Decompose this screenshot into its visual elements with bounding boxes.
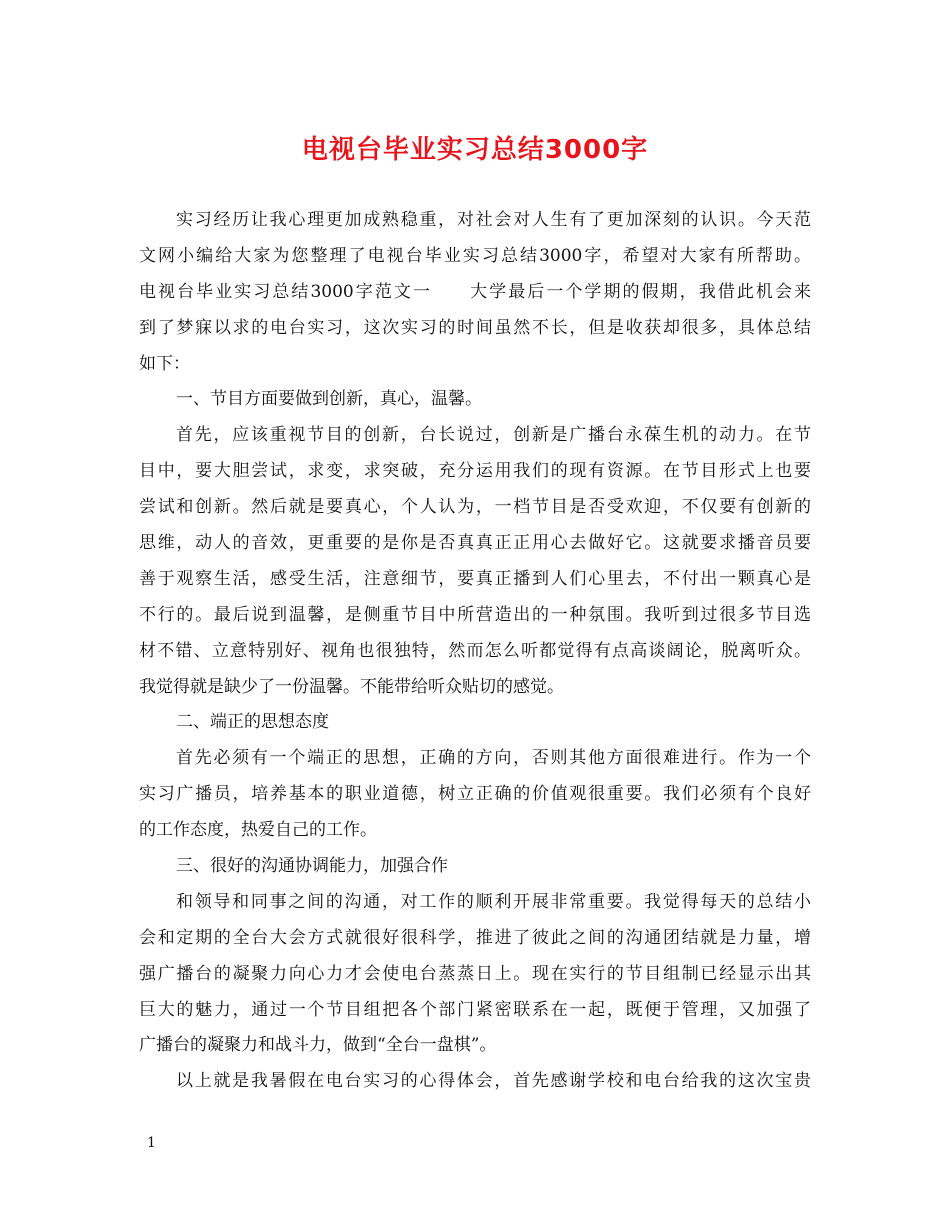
paragraph-line: 到了梦寐以求的电台实习，这次实习的时间虽然不长，但是收获却很多，具体总结 [139, 317, 811, 338]
paragraph-line: 的工作态度，热爱自己的工作。 [139, 820, 377, 841]
paragraph-line: 会和定期的全台大会方式就很好很科学，推进了彼此之间的沟通团结就是力量，增 [139, 927, 811, 948]
paragraph-line: 思维，动人的音效，更重要的是你是否真真正正用心去做好它。这就要求播音员要 [139, 533, 811, 554]
paragraph-line: 我觉得就是缺少了一份温馨。不能带给听众贴切的感觉。 [139, 676, 564, 697]
paragraph-line: 不行的。最后说到温馨，是侧重节目中所营造出的一种氛围。我听到过很多节目选 [139, 604, 811, 625]
section-heading: 一、节目方面要做到创新，真心，温馨。 [176, 389, 482, 410]
paragraph-line: 电视台毕业实习总结3000字范文一 大学最后一个学期的假期，我借此机会来 [139, 281, 811, 302]
paragraph-line: 材不错、立意特别好、视角也很独特，然而怎么听都觉得有点高谈阔论，脱离听众。 [139, 640, 811, 661]
paragraph-line: 实习经历让我心理更加成熟稳重，对社会对人生有了更加深刻的认识。今天范 [176, 210, 811, 230]
paragraph-line: 以上就是我暑假在电台实习的心得体会，首先感谢学校和电台给我的这次宝贵 [176, 1071, 811, 1092]
paragraph-line: 首先，应该重视节目的创新，台长说过，创新是广播台永葆生机的动力。在节 [176, 425, 811, 446]
paragraph-line: 首先必须有一个端正的思想，正确的方向，否则其他方面很难进行。作为一个 [176, 748, 811, 769]
paragraph-line: 和领导和同事之间的沟通，对工作的顺利开展非常重要。我觉得每天的总结小 [176, 891, 811, 912]
paragraph-line: 目中，要大胆尝试，求变，求突破，充分运用我们的现有资源。在节目形式上也要 [139, 461, 811, 482]
section-heading: 三、很好的沟通协调能力，加强合作 [176, 856, 448, 877]
paragraph-line: 强广播台的凝聚力向心力才会使电台蒸蒸日上。现在实行的节目组制已经显示出其 [139, 963, 811, 984]
document-title: 电视台毕业实习总结3000字 [301, 135, 649, 165]
paragraph-line: 巨大的魅力，通过一个节目组把各个部门紧密联系在一起，既便于管理，又加强了 [139, 999, 811, 1020]
section-heading: 二、端正的思想态度 [176, 712, 329, 733]
page-number: 1 [147, 1135, 156, 1151]
paragraph-line: 善于观察生活，感受生活，注意细节，要真正播到人们心里去，不付出一颗真心是 [139, 568, 811, 589]
document-body [139, 203, 811, 1100]
paragraph-line: 如下： [139, 353, 190, 374]
paragraph-line: 文网小编给大家为您整理了电视台毕业实习总结3000字，希望对大家有所帮助。 [139, 245, 811, 266]
paragraph-line: 广播台的凝聚力和战斗力，做到“全台一盘棋”。 [139, 1035, 497, 1056]
paragraph-line: 尝试和创新。然后就是要真心，个人认为，一档节目是否受欢迎，不仅要有创新的 [139, 497, 811, 518]
paragraph-line: 实习广播员，培养基本的职业道德，树立正确的价值观很重要。我们必须有个良好 [139, 784, 811, 805]
